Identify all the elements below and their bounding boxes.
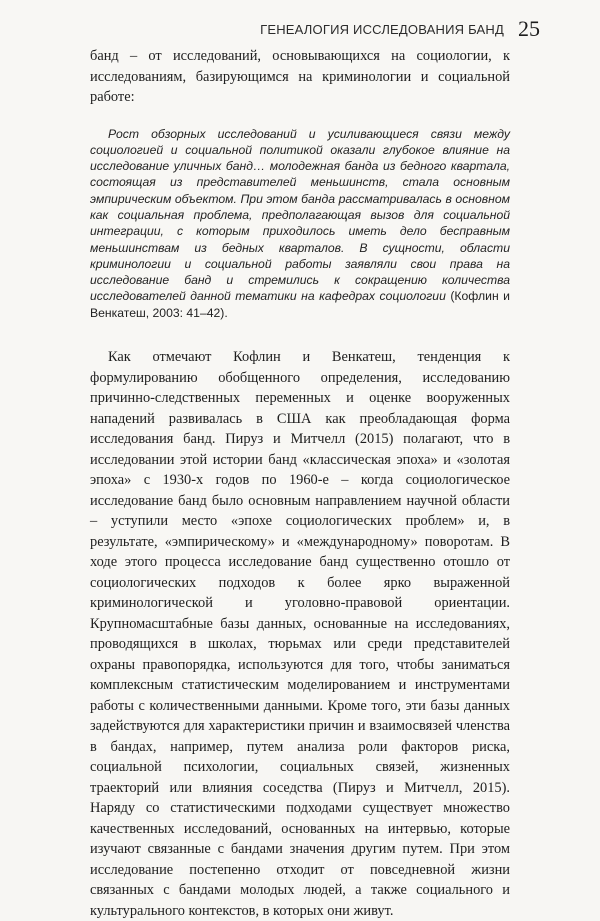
block-quote xyxy=(90,126,510,322)
running-head: ГЕНЕАЛОГИЯ ИССЛЕДОВАНИЯ БАНД xyxy=(260,22,504,37)
body-paragraph: Как отмечают Кофлин и Венкатеш, тенденция к формулированию обобщенного определения, исследованию причинно-следственных переменных и оценке вооруженных нападений развивалась в США как преобладающая форма исследования банд. Пируз и Митчелл (2015) полагают, что в исследовании этой истории банд «классическая эпоха» и «золотая эпоха» с 1930-х годов по 1960-е – когда социологическое исследование банд было основным направлением научной области – уступили место «эпохе социологических проблем» и, в результате, «эмпирическому» и «международному» поворотам. В ходе этого процесса исследование банд существенно отошло от социологических подходов к более ярко выраженной криминологической и уголовно-правовой ориентации. Крупномасштабные базы данных, основанные на исследованиях, проводящихся в школах, тюрьмах или среди представителей охраны правопорядка, используются для того, чтобы заниматься комплексным статистическим моделированием и инструментами работы с количественными данными. Кроме того, эти базы данных задействуются для характеристики причин и взаимосвязей членства в бандах, например, путем анализа роли факторов риска, социальной психологии, социальных связей, жизненных траекторий или влияния соседства (Пируз и Митчелл, 2015). Наряду со статистическими подходами существует множество качественных исследований, основанных на интервью, которые изучают связанные с бандами значения другим путем. При этом исследование постепенно отходит от повседневной жизни связанных с бандами молодых людей, а также социального и культурального контекстов, в которых они живут. xyxy=(90,349,510,919)
page-header xyxy=(60,16,540,40)
lead-paragraph: банд – от исследований, основывающихся на социологии, к исследованиям, базирующимся на криминологии и социальной работе: xyxy=(90,48,510,105)
page-content xyxy=(90,46,510,921)
quote-citation: (Кофлин и Венкатеш, 2003: 41–42). xyxy=(90,289,510,320)
page-number: 25 xyxy=(518,16,540,41)
quote-text: Рост обзорных исследований и усиливающиеся связи между социологией и социальной политикой оказали глубокое влияние на исследование уличных банд… молодежная банда из бедного квартала, состоящая из представителей меньшинств, стала основным эмпирическим объектом. При этом банда рассматривалась в основном как социальная проблема, предполагающая вызов для социальной интеграции, с которым приходилось иметь дело бесправным меньшинствам из бедных кварталов. В сущности, области криминологии и социальной работы заявляли свои права на исследование банд и стремились к сокращению количества исследователей данной тематики на кафедрах социологии xyxy=(90,126,510,304)
